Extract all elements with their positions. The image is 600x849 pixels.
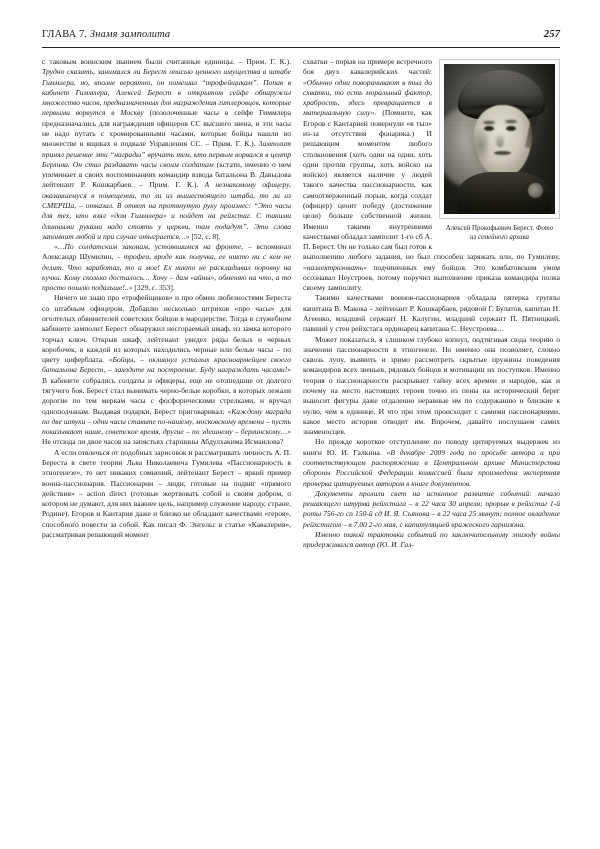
- paragraph: Документы пролили свет на истинное развитие событий: начало решающего штурма рейхстага – в 22 часа 30 апреля; прорыв в рейхстаг 1-й роты 756-го сп 150-й сд И. Я. Съянова – в 22 часа 25 минут; полное овладение рейхстагом – в 7.00 2-го мая, с капитуляцией вражеского гарнизона.: [303, 488, 560, 529]
- text-run: Не отсюда ли двое часов на запястьях старшины Абдулхакима Исмаилова?: [42, 437, 284, 447]
- text-run: Но прежде короткое отступление по поводу цитируемых выдержек из книги Ю. И. Галкина.: [303, 437, 560, 457]
- left-text-column: [42, 57, 291, 540]
- paragraph: [303, 437, 560, 488]
- page-number: 257: [543, 28, 560, 40]
- paragraph: А если отвлечься от подобных зарисовок и рассматривать личность А. П. Береста в свете теории Льва Николаевича Гумилева «Пассионарность в этногенезе», то нет никаких сомнений, лейтенант Берест – яркий пример воина-пассионария. Пассионарии – люди, готовые на подвиг «прямого действия» – action direct (готовые жертвовать собой и своим добром, о котором не думают, для них важнее цель, например служение народу, стране, Родине). Егоров и Кантария даже и близко не обладают качествами «героя», способного повести за собой. Как писал Ф. Энгельс в статье «Кавалерия», рассматривая решающий момент: [42, 447, 291, 539]
- text-run-italic: «Бойцы, – окликнул усталых красноармейцев своего батальона Берест, – заходите на построение. Буду награждать часами!»: [42, 355, 291, 375]
- caption-photo-word: Фото: [535, 225, 554, 232]
- text-run: подчиненных ему бойцов. Это комбатовским умом осознавал Неустроев, потому поручил выполнение приказа командира полка своему замполиту.: [303, 262, 560, 293]
- paragraph: [42, 242, 291, 293]
- photo-vignette: [444, 64, 555, 214]
- text-run-italic: «…По солдатским законам, устоявшимся на фронте,: [54, 242, 248, 252]
- text-run: (кстати, именно о нем упоминает в своих воспоминаниях командир взвода батальона В. Давыдова лейтенант Р. Кошкарбаев. – Прим. Г. К.).: [42, 159, 291, 190]
- text-run: с таковым воинским званием были считанные единицы. – Прим. Г. К.).: [42, 57, 291, 66]
- text-run-italic: трофеи, вроде как получка, ее никто ни с кем не делит. Что заработал, то и мое! Ех никто не раскладывал поровну на кучки. Кому сколько досталось… Хочу – дам «айны», обменяю на что, а то просто пошлю подальше!..»: [42, 252, 291, 293]
- reference-citation: [52, с. 8].: [191, 231, 221, 241]
- text-run-italic: «наэлектризовать»: [303, 262, 374, 272]
- paragraph: [42, 57, 291, 242]
- body-columns: [42, 57, 560, 847]
- chapter-title: Знамя замполита: [89, 29, 171, 40]
- text-run-italic: «Каждому награда по две штуки – одни часы ставьте по-нашему, московскому времени – пусть показывают наше, советское время, другие – по здешнему – берлинскому…»: [42, 406, 291, 437]
- caption-source: из семейного архива: [470, 233, 529, 241]
- text-run-italic: А незнакомому офицеру, оказавшемуся в помещении, то ли из вышестоящего штаба, то ли из СМЕРШа, – отказал. В ответ на протянутую руку произнес: “Это часы для тех, кто взял «дом Гиммлера» и пойдет на рейхстаг. С такими длинными руками надо стоять у церкви, там подадут”. Эти слова запомнит любой и при случае отыграется…»: [42, 180, 291, 241]
- right-text-column: [303, 57, 560, 551]
- text-run: (позолоченные часы в сейфе Гиммлера предназначались для награждения офицеров СС высшего звена, и эти часы не надо путать с хромированными часами, которые бойцы нашли во множестве в ящиках в подвале Управления СС. – Прим. Г. К.).: [42, 108, 292, 149]
- text-run: В кабинете собрались солдаты и офицеры, еще не отошедшие от долгого тягучего боя. Берест стал вынимать черно-белые коробки, в которых лежали дорогие по тем меркам часы с фосфорическими стрелками, и вручал однополчанам. Выдавая подарки, Берест приговаривал:: [42, 375, 291, 416]
- figure-caption: [439, 225, 560, 242]
- paragraph: Может показаться, я слишком глубоко копнул, подтягивая сюда теорию о значении пассионарности в этногенезе. Но именно она позволяет, словно сквозь лупу, выявить и зримо рассмотреть скрытые пружины поведения командиров всех звеньев, рядовых бойцов и мотивации их поступков. Именно теория о пассионарности раскрывает тайну всех времен и народов, как и почему на место настоящих героев точно из пены на исторический берег выносит фигуры даже отдаленно неравные им по содержанию и близкие к нулю, чем к единице. И что при этом происходит с самими пассионариями, какое место история отводит им. Впрочем, давайте послушаем самих знаменосцев.: [303, 334, 560, 437]
- text-run-italic: «Обычно одни поворачивают в тыл до схватки, то есть моральный фактор, храбрость, здесь превращается в материальную силу».: [303, 77, 432, 118]
- paragraph: Именно такой трактовки событий по заключительному эпизоду войны придерживался автор (Ю. И. Гал-: [303, 529, 560, 550]
- figure-portrait: [439, 59, 560, 242]
- text-run-italic: Трудно сказать, занимался ли Берест описью ценного имущества в штабе Гиммлера, но, вполне вероятно, он помешал “трофейщикам”. Попав в кабинет Гиммлера, Алексей Берест в открытом сейфе обнаружил множество часов, предназначенных для награждения гитлеровцев, которые первыми ворвутся в Москву: [42, 67, 291, 118]
- text-run-italic: Замполит принял решение эти “награды” вручать тем, кто первым ворвался в центр Берлина. Он стал раздавать часы своим солдатам: [42, 139, 291, 169]
- chapter-label: ГЛАВА 7.: [42, 29, 88, 40]
- reference-citation: [329, с. 353].: [134, 283, 175, 293]
- caption-person-name: Алексей Прокофьевич Берест.: [445, 225, 536, 232]
- text-run-italic: «В декабре 2009 года по просьбе автора и при соответствующем распоряжении в Центральном архиве Министерства обороны Российской Федерации комиссией была произведена экспертная проверка цитируемых автором в книге документов.: [303, 447, 560, 488]
- photo-frame: [439, 59, 560, 219]
- running-head-left: [42, 29, 170, 40]
- text-run: – вспоминал Александр Шумилин, –: [42, 242, 292, 262]
- portrait-photo: [444, 64, 555, 214]
- text-run: Ничего не знаю про «трофейщиков» и про обмен любезностями Береста со штабным офицером. Добавлю несколько штрихов «про часы» для оголтелых обвинителей советских бойцов в мародерстве. Тогда в служебном кабинете замполит Берест обнаружил несгораемый шкаф, из замка которого торчал ключ. Открыв шкаф, лейтенант увидел ряды белых и черных коробочек, в каждой из которых находились черные или белые часы – по цвету циферблата.: [42, 293, 291, 365]
- text-run: (Помните, как Егоров с Кантарией повернули «в тыл» из-за отсутствия фонарика.) И решающим моментом любого столкновения (хоть один на один, хоть один против группы, хоть войско на войско) является наличие у людей такого качества пассионарности, как самоотверженный порыв, когда солдат (офицер) ценит победу (достижение цели) больше собственной жизни. Именно такими внутренними качествами обладал замполит 1-го сб А. П. Берест. Он не только сам был готов к выполнению любого задания, но был способен заряжать или, по Гумилеву,: [303, 108, 560, 262]
- running-head: [42, 28, 560, 48]
- paragraph: Такими качествами воинов-пассионариев обладала пятерка группы капитана В. Макова – лейтенант Р. Кошкарбаев, рядовой Г. Булатов, капитан Н. Агеенко, младший сержант Н. Калугин, младший сержант П. Пятницкий, павший у стен рейхстага ординарец капитана С. Неустроева…: [303, 293, 560, 334]
- text-run: схватки – порыв на примере встречного боя двух кавалерийских частей:: [303, 57, 432, 77]
- paragraph: [42, 293, 291, 447]
